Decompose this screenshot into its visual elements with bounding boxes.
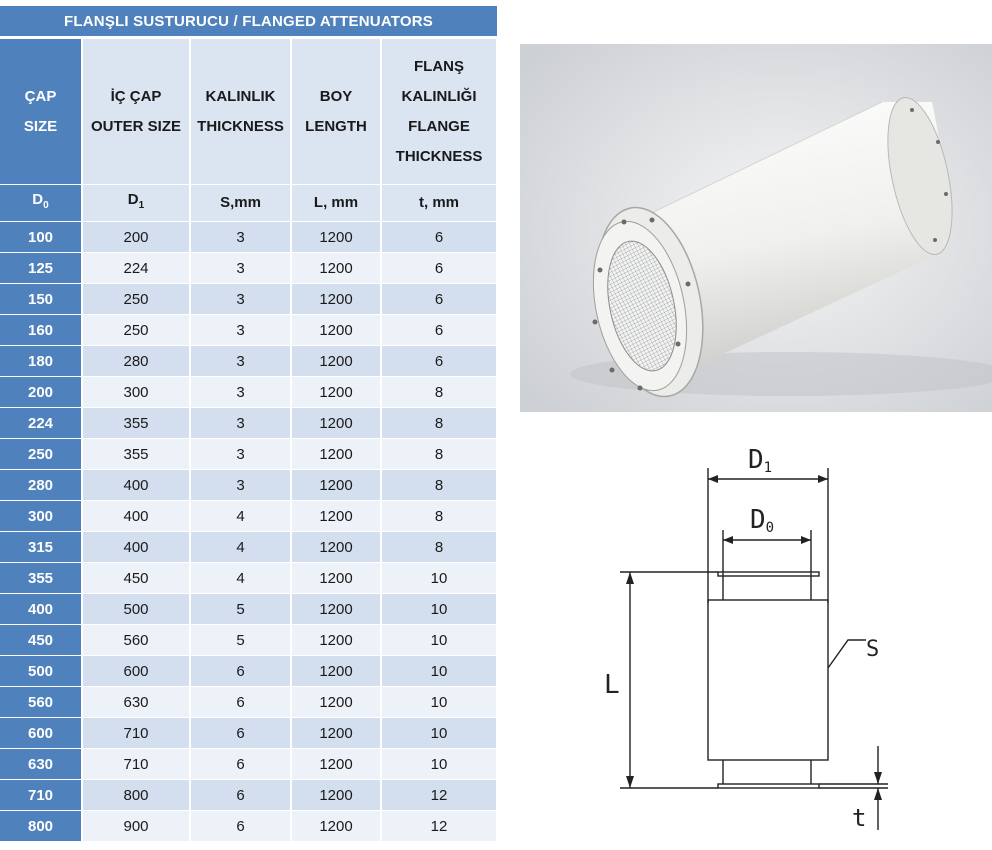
- cell-size: 280: [0, 470, 82, 501]
- cell-size: 355: [0, 563, 82, 594]
- cell-outer-size: 710: [82, 718, 190, 749]
- label-s: S: [866, 637, 880, 662]
- cell-flange-thickness: 10: [381, 625, 497, 656]
- cell-flange-thickness: 10: [381, 656, 497, 687]
- cell-size: 125: [0, 253, 82, 284]
- cell-length: 1200: [291, 253, 381, 284]
- unit-l: L, mm: [291, 185, 381, 222]
- cell-size: 224: [0, 408, 82, 439]
- label-d1: D1: [748, 445, 773, 476]
- cell-size: 400: [0, 594, 82, 625]
- cell-length: 1200: [291, 687, 381, 718]
- label-d0: D0: [750, 505, 775, 536]
- cell-flange-thickness: 6: [381, 346, 497, 377]
- cell-thickness: 6: [190, 749, 291, 780]
- cell-flange-thickness: 12: [381, 780, 497, 811]
- table-row: [0, 811, 497, 842]
- label-t: t: [852, 804, 867, 832]
- cell-length: 1200: [291, 501, 381, 532]
- cell-outer-size: 600: [82, 656, 190, 687]
- units-row: [0, 185, 497, 222]
- cell-outer-size: 800: [82, 780, 190, 811]
- cell-length: 1200: [291, 811, 381, 842]
- table-row: [0, 346, 497, 377]
- cell-size: 560: [0, 687, 82, 718]
- cell-size: 710: [0, 780, 82, 811]
- cell-length: 1200: [291, 780, 381, 811]
- cell-flange-thickness: 8: [381, 532, 497, 563]
- cell-thickness: 6: [190, 718, 291, 749]
- table-row: [0, 687, 497, 718]
- cell-thickness: 5: [190, 594, 291, 625]
- table-row: [0, 594, 497, 625]
- header-outer-size: İÇ ÇAP OUTER SIZE: [82, 39, 190, 185]
- unit-t: t, mm: [381, 185, 497, 222]
- header-flange-thickness: FLANŞ KALINLIĞI FLANGE THICKNESS: [381, 39, 497, 185]
- cell-length: 1200: [291, 439, 381, 470]
- table-row: [0, 563, 497, 594]
- label-l: L: [604, 670, 620, 700]
- cell-length: 1200: [291, 718, 381, 749]
- table-row: [0, 377, 497, 408]
- cell-size: 150: [0, 284, 82, 315]
- cell-outer-size: 355: [82, 408, 190, 439]
- cell-outer-size: 900: [82, 811, 190, 842]
- cell-length: 1200: [291, 408, 381, 439]
- cell-outer-size: 400: [82, 501, 190, 532]
- cell-outer-size: 200: [82, 222, 190, 253]
- cell-outer-size: 224: [82, 253, 190, 284]
- cell-size: 600: [0, 718, 82, 749]
- cell-outer-size: 250: [82, 315, 190, 346]
- cell-outer-size: 450: [82, 563, 190, 594]
- cell-size: 630: [0, 749, 82, 780]
- header-row: [0, 39, 497, 185]
- cell-flange-thickness: 10: [381, 594, 497, 625]
- table-row: [0, 749, 497, 780]
- cell-size: 800: [0, 811, 82, 842]
- table-row: [0, 253, 497, 284]
- cell-outer-size: 560: [82, 625, 190, 656]
- cell-size: 100: [0, 222, 82, 253]
- cell-flange-thickness: 6: [381, 315, 497, 346]
- cell-length: 1200: [291, 284, 381, 315]
- cell-outer-size: 300: [82, 377, 190, 408]
- cell-outer-size: 400: [82, 532, 190, 563]
- header-size: ÇAP SIZE: [0, 39, 82, 185]
- cell-flange-thickness: 8: [381, 408, 497, 439]
- cell-outer-size: 250: [82, 284, 190, 315]
- header-length: BOY LENGTH: [291, 39, 381, 185]
- cell-size: 500: [0, 656, 82, 687]
- cell-thickness: 6: [190, 780, 291, 811]
- cell-thickness: 5: [190, 625, 291, 656]
- cell-length: 1200: [291, 470, 381, 501]
- cell-flange-thickness: 6: [381, 284, 497, 315]
- table-row: [0, 315, 497, 346]
- dimension-drawing: [590, 428, 900, 838]
- cell-size: 450: [0, 625, 82, 656]
- cell-outer-size: 280: [82, 346, 190, 377]
- table-row: [0, 780, 497, 811]
- unit-s: S,mm: [190, 185, 291, 222]
- cell-thickness: 6: [190, 811, 291, 842]
- cell-thickness: 3: [190, 315, 291, 346]
- cell-size: 250: [0, 439, 82, 470]
- cell-length: 1200: [291, 222, 381, 253]
- cell-flange-thickness: 10: [381, 749, 497, 780]
- attenuator-spec-table: [0, 39, 498, 842]
- table-row: [0, 408, 497, 439]
- attenuator-photo: [520, 44, 992, 412]
- cell-thickness: 3: [190, 408, 291, 439]
- cell-length: 1200: [291, 346, 381, 377]
- cell-thickness: 3: [190, 439, 291, 470]
- cell-length: 1200: [291, 656, 381, 687]
- table-row: [0, 284, 497, 315]
- cell-size: 200: [0, 377, 82, 408]
- table-title: FLANŞLI SUSTURUCU / FLANGED ATTENUATORS: [0, 6, 497, 36]
- table-row: [0, 656, 497, 687]
- cell-size: 300: [0, 501, 82, 532]
- cell-length: 1200: [291, 625, 381, 656]
- cell-flange-thickness: 8: [381, 377, 497, 408]
- cell-thickness: 6: [190, 656, 291, 687]
- cell-length: 1200: [291, 563, 381, 594]
- unit-d1: $D_1$: [82, 185, 190, 222]
- cell-outer-size: 400: [82, 470, 190, 501]
- cell-thickness: 3: [190, 346, 291, 377]
- cell-flange-thickness: 6: [381, 222, 497, 253]
- cell-flange-thickness: 8: [381, 501, 497, 532]
- cell-outer-size: 355: [82, 439, 190, 470]
- cell-thickness: 3: [190, 470, 291, 501]
- cell-flange-thickness: 12: [381, 811, 497, 842]
- table-row: [0, 222, 497, 253]
- cell-length: 1200: [291, 594, 381, 625]
- cell-thickness: 3: [190, 222, 291, 253]
- table-row: [0, 532, 497, 563]
- cell-length: 1200: [291, 749, 381, 780]
- cell-flange-thickness: 8: [381, 439, 497, 470]
- cell-size: 315: [0, 532, 82, 563]
- table-row: [0, 718, 497, 749]
- table-row: [0, 439, 497, 470]
- cell-outer-size: 710: [82, 749, 190, 780]
- cell-flange-thickness: 10: [381, 718, 497, 749]
- cell-length: 1200: [291, 377, 381, 408]
- table-row: [0, 470, 497, 501]
- unit-d0: $D_0$: [0, 185, 82, 222]
- cell-thickness: 4: [190, 501, 291, 532]
- cell-flange-thickness: 8: [381, 470, 497, 501]
- cell-length: 1200: [291, 532, 381, 563]
- cell-thickness: 4: [190, 563, 291, 594]
- cell-flange-thickness: 10: [381, 687, 497, 718]
- table-row: [0, 625, 497, 656]
- header-thickness: KALINLIK THICKNESS: [190, 39, 291, 185]
- cell-outer-size: 500: [82, 594, 190, 625]
- cell-flange-thickness: 10: [381, 563, 497, 594]
- cell-thickness: 3: [190, 377, 291, 408]
- cell-size: 160: [0, 315, 82, 346]
- table-row: [0, 501, 497, 532]
- cell-thickness: 3: [190, 284, 291, 315]
- cell-outer-size: 630: [82, 687, 190, 718]
- cell-thickness: 3: [190, 253, 291, 284]
- cell-thickness: 4: [190, 532, 291, 563]
- cell-flange-thickness: 6: [381, 253, 497, 284]
- cell-size: 180: [0, 346, 82, 377]
- cell-length: 1200: [291, 315, 381, 346]
- cell-thickness: 6: [190, 687, 291, 718]
